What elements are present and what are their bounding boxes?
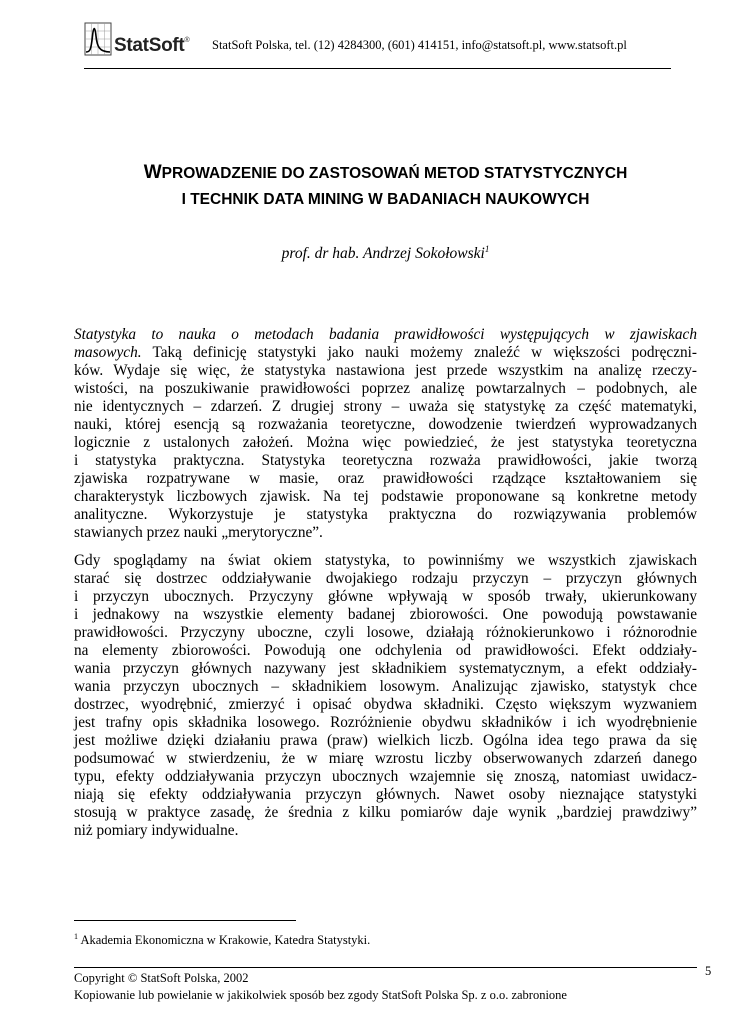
text-line: na elementy zbiorowości. Powodują one odchylenia od prawidłowości. Efekt oddziały-: [74, 642, 697, 659]
text-line: wania przyczyn głównych nazywany jest składnikiem systematycznym, a efekt oddziały-: [74, 660, 697, 677]
text-line: stosują w praktyce zasadę, że średnia z kilku pomiarów daje wynik „bardziej prawdziwy”: [74, 804, 697, 821]
text-line: i jednakowy na wszystkie elementy badanej zbiorowości. One powodują powstawanie: [74, 606, 697, 623]
text-line: i statystyka praktyczna. Statystyka teoretyczna rozważa prawidłowości, jakie tworzą: [74, 452, 697, 469]
text-line: ków. Wydaje się więc, że statystyka nastawiona jest przede wszystkim na analizę rzeczy-: [74, 362, 697, 379]
text-line: stawianych przez nauki „merytoryczne”.: [74, 524, 323, 541]
text-line: wistości, na poszukiwanie prawidłowości poprzez analizę powtarzalnych – podobnych, ale: [74, 380, 697, 397]
text-line: podsumować w stwierdzeniu, że w miarę wzrostu liczby obserwowanych zdarzeń danego: [74, 750, 697, 767]
text-line: jest trafny opis składnika losowego. Rozróżnienie obydwu składników i ich wyodrębnienie: [74, 714, 697, 731]
text-line: Statystyka to nauka o metodach badania prawidłowości występujących w zjawiskach: [74, 326, 697, 343]
text-line: zjawiska rozpatrywane w masie, oraz prawidłowości rządzące kształtowaniem się: [74, 470, 697, 487]
text-line: wania przyczyn ubocznych – składnikiem losowym. Analizując zjawisko, statystyk chce: [74, 678, 697, 695]
text-line: Gdy spoglądamy na świat okiem statystyka, to powinniśmy we wszystkich zjawiskach: [74, 552, 697, 569]
footnote-mark: 1: [74, 932, 78, 941]
footer-divider: [74, 967, 697, 968]
text-line: charakterystyk liczbowych zjawisk. Na tej podstawie proponowane są konkretne metody: [74, 488, 697, 505]
title-line-2: I TECHNIK DATA MINING W BADANIACH NAUKOWYCH: [181, 191, 590, 208]
footer-copyright: Copyright © StatSoft Polska, 2002: [74, 971, 249, 985]
footnote: $^1$ Akademia Ekonomiczna w Krakowie, Katedra Statystyki.: [74, 932, 371, 948]
body-text: [74, 326, 697, 850]
footer-notice: Kopiowanie lub powielanie w jakikolwiek sposób bez zgody StatSoft Polska Sp. z o.o. zabronione: [74, 988, 567, 1002]
page-header: [84, 22, 671, 69]
statsoft-logo-icon: [84, 22, 112, 56]
text-line: dostrzec, wyodrębnić, zmierzyć i opisać obydwa składniki. Często większym wyzwaniem: [74, 696, 697, 713]
title-line-1: WPROWADZENIE DO ZASTOSOWAŃ METOD STATYSTYCZNYCH: [143, 162, 628, 183]
author-footnote-mark: 1: [484, 244, 490, 254]
footnote-divider: [74, 920, 296, 921]
document-title: [74, 160, 697, 213]
text-line: logicznie z ustalonych założeń. Można więc powiedzieć, że jest statystyka teoretyczna: [74, 434, 697, 451]
text-line: prawidłowości. Przyczyny uboczne, czyli losowe, działają różnokierunkowo i różnorodnie: [74, 624, 697, 641]
statsoft-logo: StatSoft®: [114, 35, 190, 56]
header-contact-info: StatSoft Polska, tel. (12) 4284300, (601) 414151, info@statsoft.pl, www.statsoft.pl: [212, 38, 627, 52]
text-line: starać się dostrzec oddziaływanie dwojakiego rodzaju przyczyn – przyczyn głównych: [74, 570, 697, 587]
text-line: nauki, której esencją są rozważania teoretyczne, dowodzenie twierdzeń wyprowadzanych: [74, 416, 697, 433]
author-line: prof. dr hab. Andrzej Sokołowski$^1$: [281, 244, 490, 263]
text-line: i przyczyn ubocznych. Przyczyny główne wpływają w sposób trwały, ukierunkowany: [74, 588, 697, 605]
text-line: masowych. Taką definicję statystyki jako nauki możemy znaleźć w większości podręczni-: [74, 344, 697, 361]
paragraph-2: [74, 552, 697, 840]
paragraph-1: [74, 326, 697, 542]
text-line: jest możliwe dzięki działaniu prawa (praw) wielkich liczb. Ogólna idea tego prawa da się: [74, 732, 697, 749]
text-line: analityczne. Wykorzystuje je statystyka praktyczna do rozwiązywania problemów: [74, 506, 697, 523]
text-line: nie identycznych – zdarzeń. Z drugiej strony – uważa się statystykę za część matematyki,: [74, 398, 697, 415]
page-number: 5: [705, 964, 712, 978]
text-line: niż pomiary indywidualne.: [74, 822, 239, 839]
text-line: typu, efekty oddziaływania przyczyn ubocznych wzajemnie się znoszą, natomiast uwidacz-: [74, 768, 697, 785]
text-line: niają się efekty oddziaływania przyczyn głównych. Nawet osoby nieznające statystyki: [74, 786, 697, 803]
page-footer: [74, 970, 567, 1004]
